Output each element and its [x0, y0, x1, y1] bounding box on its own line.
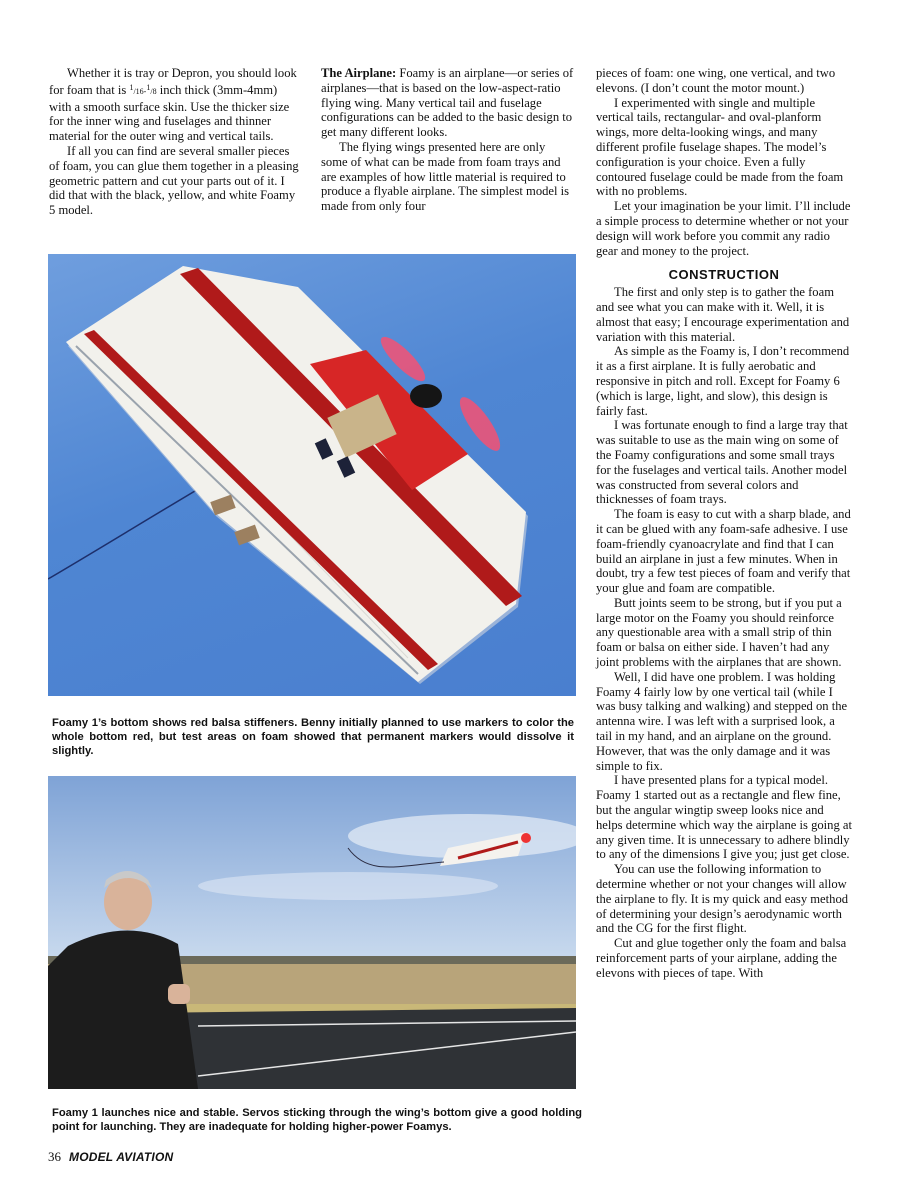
section-heading: CONSTRUCTION — [668, 267, 780, 283]
run-in-heading: The Airplane: — [321, 66, 397, 80]
paragraph: I was fortunate enough to find a large tray that was suitable to use as the main wing on some of the Foamy configurations and some small trays for the fuselages and vertical tails. Another model was constructed from several colors and thicknesses of foam trays. — [596, 418, 848, 507]
paragraph: If all you can find are several smaller pieces of foam, you can glue them together in a pleasing geometric pattern and cut your parts out of it. I did that with the black, yellow, and white Foamy 5 model. — [49, 143, 299, 218]
paragraph: I have presented plans for a typical model. Foamy 1 started out as a rectangle and flew fine, but the angular wingtip sweep looks nice and helps determine which way the airplane is going at any given time. It is unnecessary to adhere blindly to any of the dimensions I give you; just get close. — [596, 773, 852, 862]
paragraph: The flying wings presented here are only some of what can be made from foam trays and are examples of how little material is required to produce a flyable airplane. The simplest model is made from only four — [321, 139, 570, 214]
paragraph: You can use the following information to determine whether or not your changes will allow the airplane to fly. It is my quick and easy method of determining your design’s aerodynamic worth and the CG for the first flight. — [596, 862, 849, 936]
text-column-2 — [321, 66, 575, 214]
page-number: 36 — [48, 1149, 61, 1164]
paragraph: The first and only step is to gather the foam and see what you can make with it. Well, it is almost that easy; I encourage experimentation and variation with this material. — [596, 285, 850, 344]
paragraph: The Airplane: Foamy is an airplane—or series of airplanes—that is based on the low-aspect-ratio flying wing. Many vertical tail and fuselage configurations can be added to the basic design to get many different looks. — [321, 66, 574, 140]
paragraph: Butt joints seem to be strong, but if you put a large motor on the Foamy you should reinforce any questionable area with a small strip of thin foam or balsa on either side. I haven’t had any joint problems with the airplanes that are shown. — [596, 595, 842, 670]
paragraph: Let your imagination be your limit. I’ll include a simple process to determine whether or not your design will work before you commit any radio gear and money to the project. — [596, 199, 851, 258]
paragraph: The foam is easy to cut with a sharp blade, and it can be glued with any foam-safe adhesive. I use foam-friendly cyanoacrylate and find that I can build an airplane in just a few minutes. When in doubt, try a few test pieces of foam and verify that your glue and foam are compatible. — [596, 507, 851, 596]
paragraph: As simple as the Foamy is, I don’t recommend it as a first airplane. It is fully aerobatic and responsive in pitch and roll. Except for Foamy 6 (which is large, light, and slow), this design is fairly fast. — [596, 344, 850, 418]
photo-caption: Foamy 1’s bottom shows red balsa stiffeners. Benny initially planned to use markers to color the whole bottom red, but test areas on foam showed that permanent markers would dissolve it slightly. — [52, 717, 574, 757]
text-column-1 — [49, 66, 301, 218]
paragraph: Whether it is tray or Depron, you should look for foam that is $^1$/16-$^1$/8 inch thick (3mm-4mm) with a smooth surface skin. Use the thicker size for the inner wing and fuselages and thinner material for the outer wing and vertical tails. — [49, 66, 297, 144]
launch-illustration — [48, 776, 576, 1089]
text-column-3 — [596, 66, 852, 981]
wing-illustration — [48, 254, 576, 696]
page-footer — [48, 1149, 173, 1165]
paragraph: I experimented with single and multiple vertical tails, rectangular- and oval-planform wings, more delta-looking wings, and many different profile fuselage shapes. The model’s configuration is your choice. Even a fully contoured fuselage could be made from the foam with no problems. — [596, 95, 844, 199]
paragraph: pieces of foam: one wing, one vertical, and two elevons. (I don’t count the motor mount.) — [596, 66, 836, 95]
photo-caption: Foamy 1 launches nice and stable. Servos sticking through the wing’s bottom give a good holding point for launching. They are inadequate for holding higher-power Foamys. — [52, 1107, 582, 1133]
photo-foamy-launch — [48, 776, 576, 1089]
paragraph: Well, I did have one problem. I was holding Foamy 4 fairly low by one vertical tail (while I was busy talking and walking) and stepped on the antenna wire. I was left with a surprised look, a tail in my hand, and an airplane on the ground. However, that was the only damage and it was simple to fix. — [596, 669, 848, 773]
paragraph: Cut and glue together only the foam and balsa reinforcement parts of your airplane, adding the elevons with pieces of tape. With — [596, 936, 847, 980]
photo-foamy-bottom — [48, 254, 576, 696]
magazine-name: MODEL AVIATION — [69, 1150, 174, 1164]
